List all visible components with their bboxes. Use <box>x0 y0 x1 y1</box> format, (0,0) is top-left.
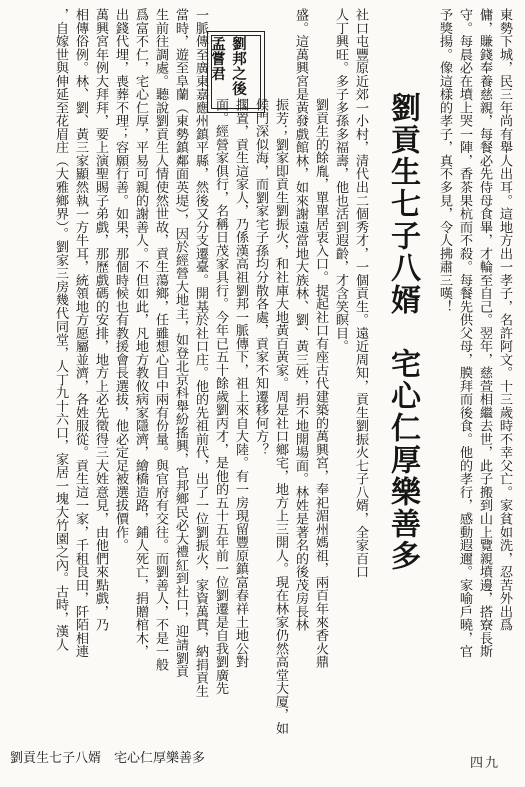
text-column: 劉貢生的餘胤，單單居衷入口。提起社口有座古代建築的萬興宮，奉祀湄州媽祖，兩百年來香火鼎 <box>313 98 328 669</box>
text-column: ，自嫁世與伸延至花眉庄（大雅鄉界）。劉家三房幾代同堂，人丁九十六口，家居一塊大竹園之內。古時，漢人 <box>53 8 68 652</box>
text-column: 守。每晨必在墳上哭一陣，香茶果杭而不殺。每餐先供父母，膜拜而後食。他的孝行，感動遐邇。家喻戶曉，官 <box>457 8 472 658</box>
text-column: 萬興宮年例大拜拜，要上演聖賜子弟戲，那歷戲碼的安排，地方上必先徵得三大姓意見，由他們來點戲，乃 <box>93 8 108 632</box>
text-column: 爲富不仁，宅心仁厚，平易可親的謝善人。不但如此，凡地方教攸病家隱濟，繪橋造路，鋪人死亡，捐贈棺木， <box>133 8 148 658</box>
text-column: 面。經營家俱行，名稱日茂家具行。今年已五十餘歲劉丙才，是他的五十五年前一位劉遷是自我劉廣先 <box>213 98 228 695</box>
text-column: 東勢下城，民三年尚有舉人出耳。這地方出一孝子，名許阿文。十三歲時不幸父亡。家貧如洗，忍苦外出爲 <box>497 8 512 632</box>
page-number: 四九 <box>470 756 501 771</box>
text-column: 傭，賺錢奉養慈親，每餐必先侍母食畢，才輪至自己。翌年，慈萱相繼去世，此子搬到山上覽親墳邊，搭寮長斯 <box>477 8 492 658</box>
text-column: 盛。這萬興宮是黃發戲館林，如來謝遠當地大族林、劉、黃三姓，捐不地開場面。林姓是著名的後茂房長林 <box>293 8 308 632</box>
text-column: 人丁興旺。多子多孫多福壽，他也活到遐齡，才含笑瞑目。 <box>333 8 348 353</box>
text-column: 生前往調處。聽說劉貢生人情使然世故，貢生蕩鄉，任雖想心目中兩有份量。與官府有交往。而劉善人，不是一般 <box>153 8 168 671</box>
text-column: 相傳俗例。林、劉、黃三家顯然執一方牛耳，統領地方愿屬並濟，各姓服從。貢生這一家，千租良田，阡陌相連 <box>73 8 88 658</box>
motto-text: 劉邦之後孟嘗君 <box>209 36 247 96</box>
chapter-title: 劉貢生七子八婿 宅心仁厚樂善多 <box>385 92 420 572</box>
text-column: 一脈傳至廣東嘉應州鎮平縣，然後又分支遷臺。開基於社口庄。他的先祖前代，出了一位劉振火，家資萬貫，納捐貢生 <box>193 8 208 698</box>
text-column: 候門深似海，而劉家宅子孫均分散各處，貢家不知遷移何方？ <box>253 98 268 457</box>
text-column: 予獎揚。像這樣的孝子，真不多見，令人拂肅三嘆！ <box>437 8 452 313</box>
text-column: 出錢代埋，喪葬不理；容願行善。如果，那個時候也有教援會長選拔，他必定足被選拔價作。 <box>113 8 128 552</box>
text-column: 社口屯豐原近郊一小村，清代出二個秀才，一個貢生。遠近周知，貢生劉振火七子八婿，全家百口 <box>353 8 368 579</box>
text-column: 擱置，貢生這家人，乃係漢高祖劉邦一脈傳下，祖上來自大陸。有一房現留豐原鎮富春祥土地公對 <box>233 98 248 669</box>
running-footer: 劉貢生七子八婿 宅心仁厚樂善多 <box>10 751 206 766</box>
text-column: 振芳；劉家即貢生劉振火，和社庫大地黃百黃家。周是社口鄉宅，地方上三開人。現在林家仍然高堂大厦，如 <box>273 98 288 735</box>
text-column: 當時，遊至阜蘭（東勢鎮鄰面英堤），因於經營大地主，如登北京科舉紛搖興，官邦鄉民必大禮紅到社口，迎請劉貢 <box>173 8 188 678</box>
